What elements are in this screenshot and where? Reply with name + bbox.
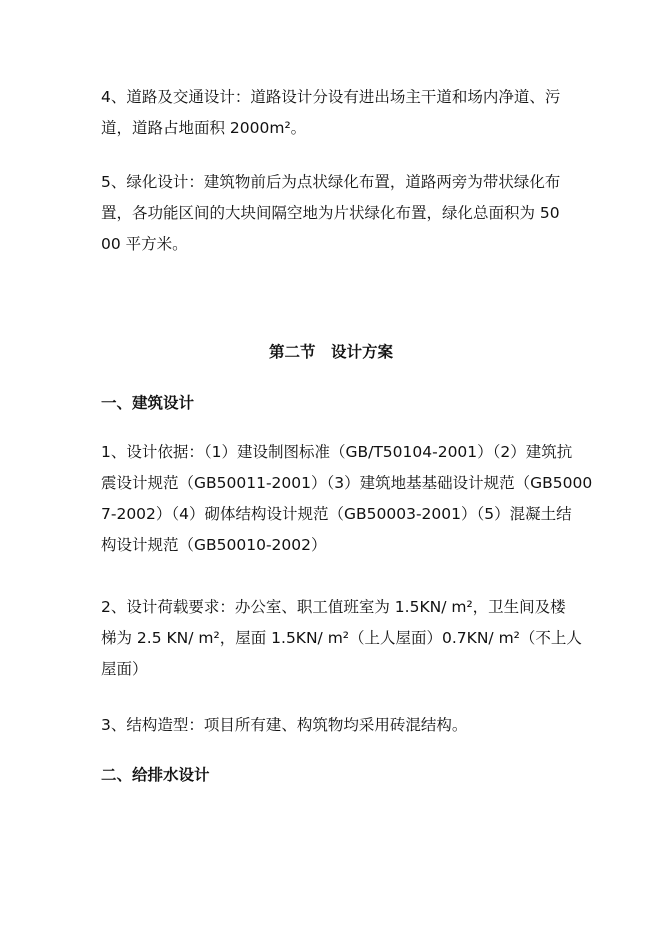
text-line: 震设计规范（GB50011-2001）（3）建筑地基基础设计规范（GB5000: [101, 474, 593, 492]
text-line: 3、结构造型：项目所有建、构筑物均采用砖混结构。: [101, 716, 468, 734]
heading-architecture-design: 一、建筑设计: [101, 394, 195, 412]
text-line: 4、道路及交通设计：道路设计分设有进出场主干道和场内净道、污: [101, 88, 561, 106]
paragraph-greening-design: [101, 167, 561, 260]
text-line: 00 平方米。: [101, 235, 188, 253]
text-line: 7-2002）（4）砌体结构设计规范（GB50003-2001）（5）混凝土结: [101, 505, 572, 523]
paragraph-structure-type: [101, 710, 561, 741]
section-title: 第二节 设计方案: [268, 343, 393, 361]
text-line: 道，道路占地面积 2000m²。: [101, 119, 307, 137]
text-line: 2、设计荷载要求：办公室、职工值班室为 1.5KN/ m²，卫生间及楼: [101, 598, 566, 616]
text-line: 构设计规范（GB50010-2002）: [101, 536, 327, 554]
text-line: 1、设计依据：（1）建设制图标准（GB/T50104-2001）（2）建筑抗: [101, 443, 573, 461]
heading-plumbing-design: 二、给排水设计: [101, 766, 210, 784]
paragraph-road-design: [101, 82, 561, 144]
text-line: 梯为 2.5 KN/ m²，屋面 1.5KN/ m²（上人屋面）0.7KN/ m²（不上人: [101, 629, 582, 647]
text-line: 屋面）: [101, 660, 148, 678]
text-line: 置，各功能区间的大块间隔空地为片状绿化布置，绿化总面积为 50: [101, 204, 560, 222]
text-line: 5、绿化设计：建筑物前后为点状绿化布置，道路两旁为带状绿化布: [101, 173, 561, 191]
paragraph-design-loads: [101, 592, 582, 685]
paragraph-design-basis: [101, 437, 593, 561]
